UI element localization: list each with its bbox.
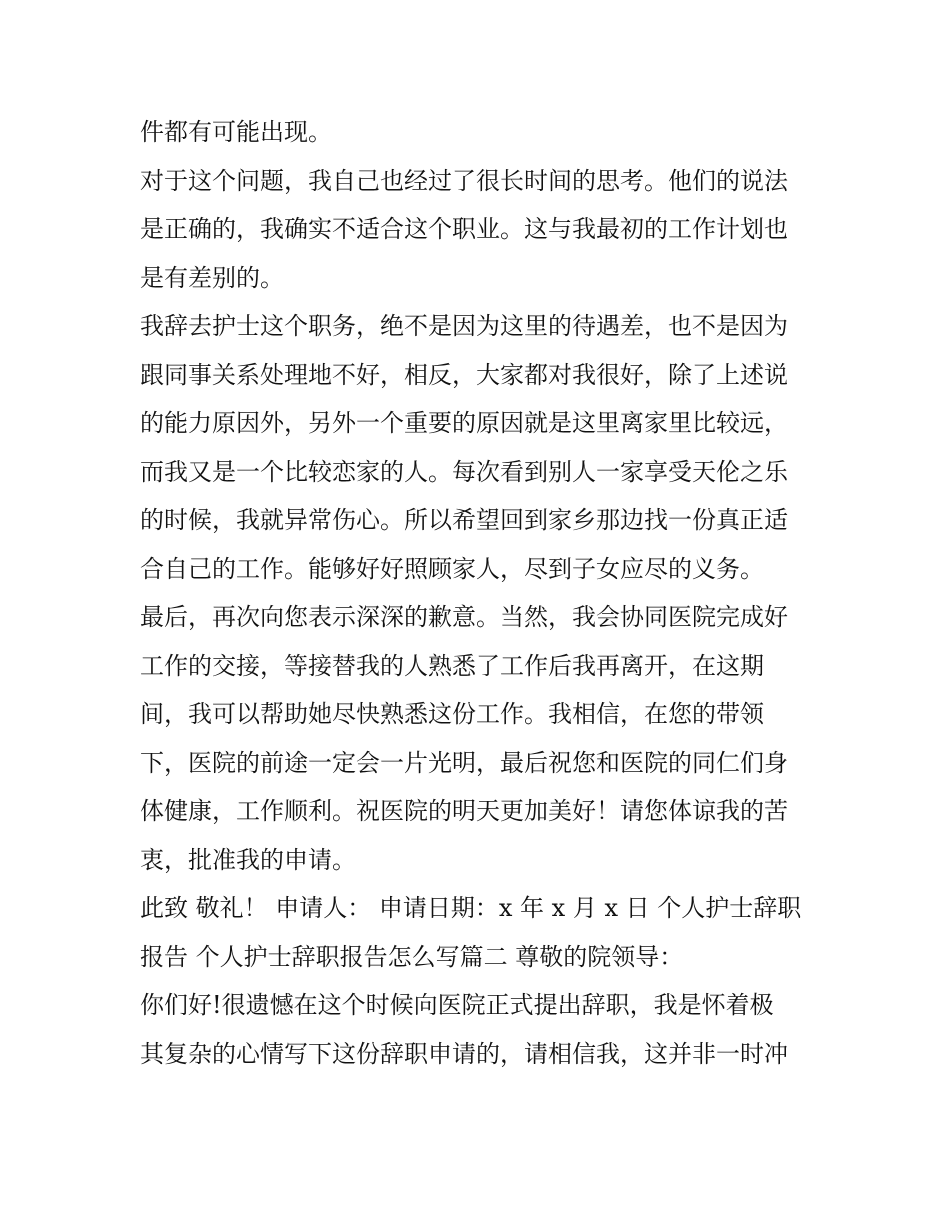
text-line: 工作的交接，等接替我的人熟悉了工作后我再离开，在这期	[140, 651, 764, 680]
text-line: 合自己的工作。能够好好照顾家人，尽到子女应尽的义务。	[140, 554, 764, 583]
text-line: 跟同事关系处理地不好，相反，大家都对我很好，除了上述说	[140, 360, 788, 389]
text-line: 此致 敬礼！ 申请人： 申请日期：x 年 x 月 x 日 个人护士辞职	[140, 894, 802, 922]
text-line: 是正确的，我确实不适合这个职业。这与我最初的工作计划也	[140, 215, 788, 243]
text-line: 的能力原因外，另外一个重要的原因就是这里离家里比较远，	[140, 409, 788, 437]
text-line: 下，医院的前途一定会一片光明，最后祝您和医院的同仁们身	[140, 748, 788, 777]
text-line: 对于这个问题，我自己也经过了很长时间的思考。他们的说法	[140, 166, 788, 195]
text-line: 体健康，工作顺利。祝医院的明天更加美好！请您体谅我的苦	[140, 797, 788, 825]
text-line: 是有差别的。	[140, 263, 284, 292]
text-line: 最后，再次向您表示深深的歉意。当然，我会协同医院完成好	[140, 603, 788, 631]
document-body	[140, 108, 820, 1078]
text-line: 间，我可以帮助她尽快熟悉这份工作。我相信，在您的带领	[140, 700, 764, 728]
text-line: 而我又是一个比较恋家的人。每次看到别人一家享受天伦之乐	[140, 457, 788, 486]
text-line: 报告 个人护士辞职报告怎么写篇二 尊敬的院领导：	[140, 942, 684, 971]
text-line: 衷，批准我的申请。	[140, 845, 356, 874]
text-line: 其复杂的心情写下这份辞职申请的，请相信我，这并非一时冲	[140, 1039, 788, 1068]
text-line: 你们好!很遗憾在这个时候向医院正式提出辞职，我是怀着极	[140, 991, 774, 1019]
text-line: 件都有可能出现。	[140, 118, 332, 146]
text-line: 我辞去护士这个职务，绝不是因为这里的待遇差，也不是因为	[140, 312, 788, 340]
text-line: 的时候，我就异常伤心。所以希望回到家乡那边找一份真正适	[140, 506, 788, 534]
